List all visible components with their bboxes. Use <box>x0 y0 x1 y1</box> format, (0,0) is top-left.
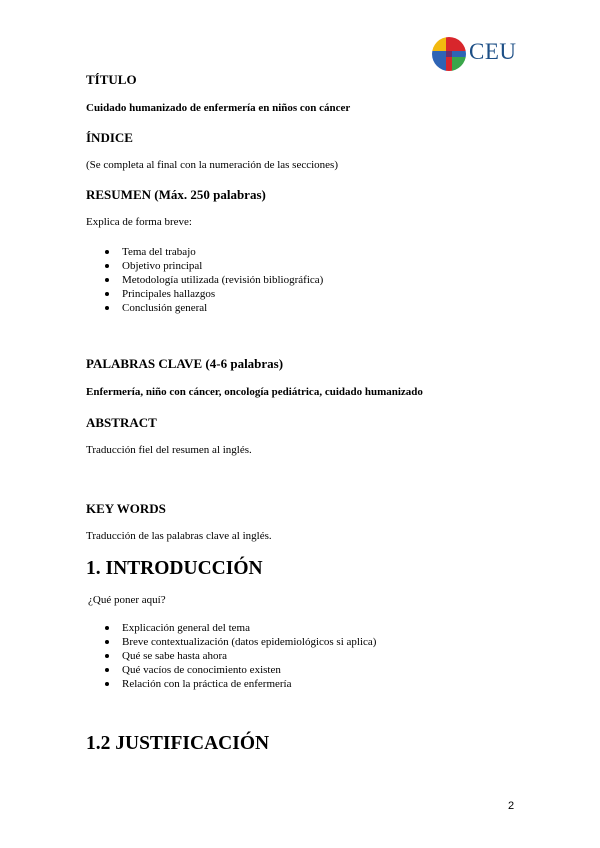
resumen-intro: Explica de forma breve: <box>86 216 192 228</box>
list-item: Principales hallazgos <box>86 287 323 301</box>
list-item: Conclusión general <box>86 301 323 315</box>
logo-text: CEU <box>469 39 517 64</box>
titulo-value: Cuidado humanizado de enfermería en niños con cáncer <box>86 102 351 114</box>
section-heading-palabras-clave: PALABRAS CLAVE (4-6 palabras) <box>86 356 284 371</box>
list-item: Explicación general del tema <box>86 621 376 635</box>
section-heading-resumen: RESUMEN (Máx. 250 palabras) <box>86 187 266 202</box>
section-heading-indice: ÍNDICE <box>86 130 133 145</box>
introduccion-list <box>86 621 376 691</box>
section-heading-abstract: ABSTRACT <box>86 415 157 430</box>
list-item: Qué vacíos de conocimiento existen <box>86 663 376 677</box>
ceu-cross-logo-icon <box>431 36 467 72</box>
section-heading-introduccion: 1. INTRODUCCIÓN <box>86 558 263 579</box>
section-heading-titulo: TÍTULO <box>86 72 137 87</box>
key-words-text: Traducción de las palabras clave al inglés. <box>86 530 272 542</box>
introduccion-question: ¿Qué poner aquí? <box>88 594 166 606</box>
list-item: Breve contextualización (datos epidemiológicos si aplica) <box>86 635 376 649</box>
resumen-list <box>86 245 323 315</box>
list-item: Qué se sabe hasta ahora <box>86 649 376 663</box>
palabras-clave-value: Enfermería, niño con cáncer, oncología pediátrica, cuidado humanizado <box>86 386 423 398</box>
indice-text: (Se completa al final con la numeración de las secciones) <box>86 159 338 171</box>
list-item: Relación con la práctica de enfermería <box>86 677 376 691</box>
list-item: Metodología utilizada (revisión bibliográfica) <box>86 273 323 287</box>
abstract-text: Traducción fiel del resumen al inglés. <box>86 444 252 456</box>
list-item: Objetivo principal <box>86 259 323 273</box>
list-item: Tema del trabajo <box>86 245 323 259</box>
section-heading-justificacion: 1.2 JUSTIFICACIÓN <box>86 733 270 754</box>
page-number: 2 <box>508 800 515 812</box>
section-heading-key-words: KEY WORDS <box>86 501 166 516</box>
